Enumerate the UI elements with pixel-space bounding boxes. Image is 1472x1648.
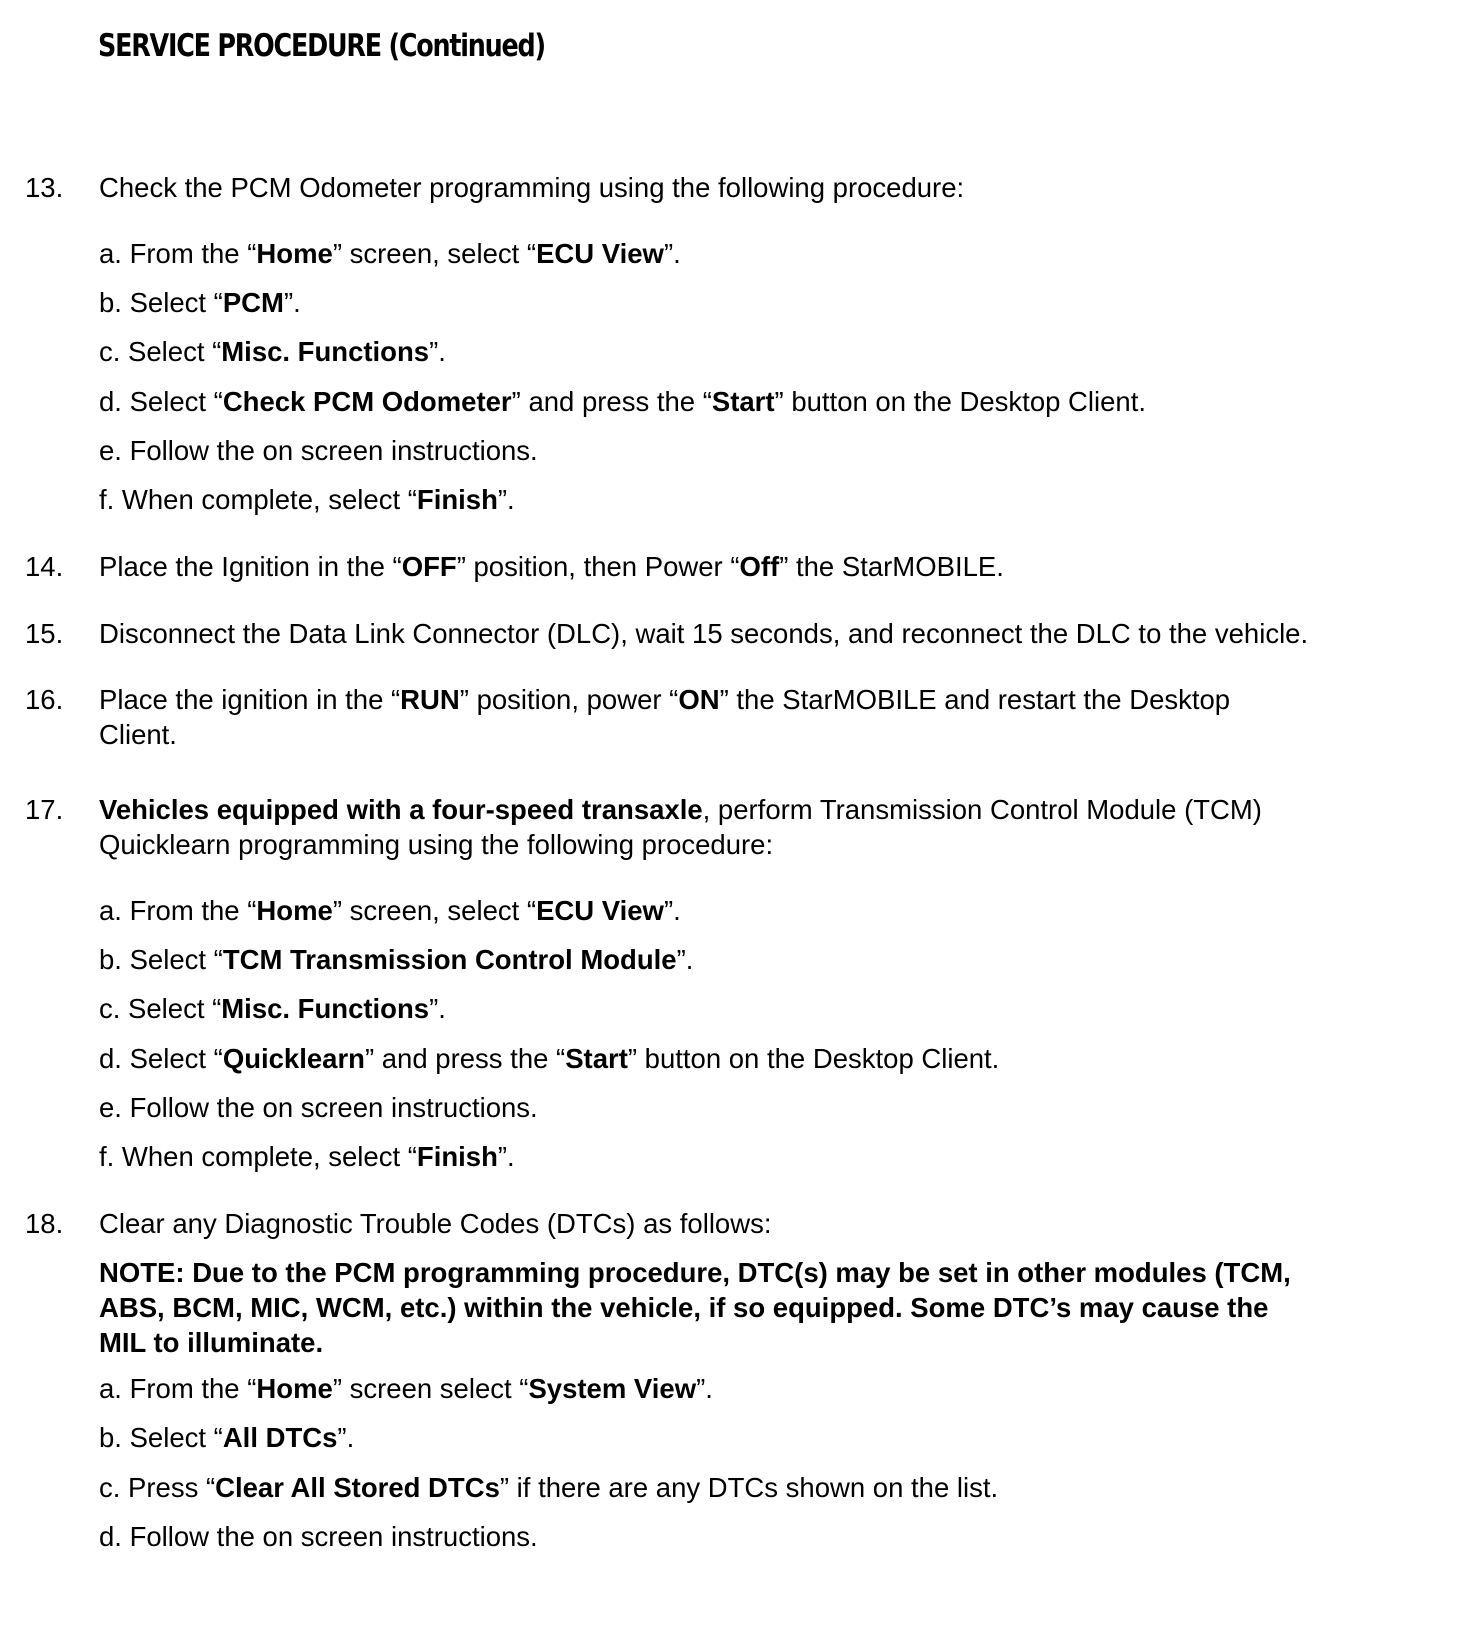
text-line: Client. bbox=[99, 719, 177, 750]
step-text: Disconnect the Data Link Connector (DLC), wait 15 seconds, and reconnect the DLC to the vehicle. bbox=[99, 618, 1309, 649]
text: ” button on the Desktop Client. bbox=[774, 386, 1146, 417]
step-text bbox=[99, 549, 1459, 584]
text: ”. bbox=[696, 1373, 713, 1404]
note-block bbox=[99, 1255, 1459, 1360]
bold-text: Check PCM Odometer bbox=[222, 386, 512, 417]
text: ” and press the “ bbox=[511, 386, 712, 417]
note-line: NOTE: Due to the PCM programming procedure, DTC(s) may be set in other modules (TCM, bbox=[99, 1257, 1291, 1288]
page-title: SERVICE PROCEDURE (Continued) bbox=[98, 28, 545, 64]
step-number: 15. bbox=[25, 618, 64, 649]
text: ”. bbox=[497, 484, 515, 515]
substep-13f bbox=[99, 482, 1459, 517]
substep-17e bbox=[99, 1090, 1459, 1125]
text: a. From the “ bbox=[99, 238, 257, 269]
step-text: Check the PCM Odometer programming using the following procedure: bbox=[99, 172, 965, 203]
text: ”. bbox=[283, 287, 301, 318]
substep-17a bbox=[99, 893, 1459, 928]
bold-text: All DTCs bbox=[222, 1422, 338, 1453]
bold-text: Home bbox=[256, 1373, 333, 1404]
text: ”. bbox=[337, 1422, 355, 1453]
bold-text: OFF bbox=[401, 551, 457, 582]
text: ” screen select “ bbox=[332, 1373, 529, 1404]
text: ” if there are any DTCs shown on the list. bbox=[499, 1472, 999, 1503]
text: ”. bbox=[663, 238, 681, 269]
text: d. Select “ bbox=[99, 1043, 223, 1074]
text: d. Select “ bbox=[99, 386, 223, 417]
bold-text: Off bbox=[739, 551, 780, 582]
text: b. Select “ bbox=[99, 287, 223, 318]
step-number: 13. bbox=[25, 172, 64, 203]
text: e. Follow the on screen instructions. bbox=[99, 1092, 538, 1123]
text: c. Select “ bbox=[99, 993, 222, 1024]
bold-text: Start bbox=[711, 386, 775, 417]
substep-13b bbox=[99, 285, 1459, 320]
substep-13c bbox=[99, 334, 1459, 369]
note-line: MIL to illuminate. bbox=[99, 1327, 324, 1358]
text: ” button on the Desktop Client. bbox=[627, 1043, 1000, 1074]
bold-text: Vehicles equipped with a four-speed transaxle bbox=[99, 794, 703, 825]
substep-13e bbox=[99, 433, 1459, 468]
text: Place the ignition in the “ bbox=[99, 684, 401, 715]
text: ”. bbox=[497, 1141, 515, 1172]
text: Place the Ignition in the “ bbox=[99, 551, 402, 582]
substep-17b bbox=[99, 942, 1459, 977]
text: b. Select “ bbox=[99, 1422, 223, 1453]
text: ” screen, select “ bbox=[332, 238, 537, 269]
bold-text: Finish bbox=[416, 484, 498, 515]
bold-text: Finish bbox=[416, 1141, 498, 1172]
substep-18a bbox=[99, 1371, 1459, 1406]
text: d. Follow the on screen instructions. bbox=[99, 1521, 538, 1552]
bold-text: Misc. Functions bbox=[221, 993, 430, 1024]
bold-text: ON bbox=[678, 684, 720, 715]
text-line: Quicklearn programming using the following procedure: bbox=[99, 829, 774, 860]
text: , perform Transmission Control Module (TCM) bbox=[702, 794, 1262, 825]
text: e. Follow the on screen instructions. bbox=[99, 435, 538, 466]
bold-text: Start bbox=[565, 1043, 628, 1074]
substep-13d bbox=[99, 384, 1459, 419]
text: ” screen, select “ bbox=[332, 895, 537, 926]
text: ”. bbox=[429, 336, 446, 367]
text: ”. bbox=[429, 993, 446, 1024]
text: b. Select “ bbox=[99, 944, 223, 975]
substep-18b bbox=[99, 1420, 1459, 1455]
bold-text: Quicklearn bbox=[222, 1043, 365, 1074]
text: ” position, then Power “ bbox=[456, 551, 740, 582]
text: a. From the “ bbox=[99, 895, 257, 926]
substep-13a bbox=[99, 236, 1459, 271]
bold-text: ECU View bbox=[536, 238, 664, 269]
step-number: 17. bbox=[25, 794, 64, 825]
substep-18c bbox=[99, 1470, 1459, 1505]
text-line bbox=[99, 682, 1459, 717]
text: ” and press the “ bbox=[364, 1043, 566, 1074]
bold-text: Home bbox=[256, 238, 333, 269]
text: f. When complete, select “ bbox=[99, 1141, 417, 1172]
step-number: 16. bbox=[25, 684, 64, 715]
bold-text: RUN bbox=[400, 684, 460, 715]
text: ”. bbox=[676, 944, 694, 975]
note-line: ABS, BCM, MIC, WCM, etc.) within the vehicle, if so equipped. Some DTC’s may cause the bbox=[99, 1292, 1269, 1323]
text-line bbox=[99, 792, 1459, 827]
substep-18d bbox=[99, 1519, 1459, 1554]
text: ” the StarMOBILE. bbox=[779, 551, 1004, 582]
bold-text: Home bbox=[256, 895, 333, 926]
step-text bbox=[99, 682, 1459, 752]
bold-text: Misc. Functions bbox=[221, 336, 430, 367]
text: c. Select “ bbox=[99, 336, 222, 367]
step-text bbox=[99, 792, 1459, 862]
text: ” the StarMOBILE and restart the Desktop bbox=[719, 684, 1231, 715]
text: ” position, power “ bbox=[459, 684, 679, 715]
substep-17d bbox=[99, 1041, 1459, 1076]
text: ”. bbox=[663, 895, 681, 926]
step-number: 18. bbox=[25, 1208, 64, 1239]
substep-17f bbox=[99, 1139, 1459, 1174]
bold-text: System View bbox=[528, 1373, 697, 1404]
text: f. When complete, select “ bbox=[99, 484, 417, 515]
bold-text: TCM Transmission Control Module bbox=[222, 944, 677, 975]
bold-text: ECU View bbox=[536, 895, 664, 926]
step-text: Clear any Diagnostic Trouble Codes (DTCs) as follows: bbox=[99, 1208, 772, 1239]
bold-text: Clear All Stored DTCs bbox=[215, 1472, 500, 1503]
step-number: 14. bbox=[25, 551, 64, 582]
text: c. Press “ bbox=[99, 1472, 216, 1503]
text: a. From the “ bbox=[99, 1373, 257, 1404]
bold-text: PCM bbox=[222, 287, 284, 318]
substep-17c bbox=[99, 991, 1459, 1026]
